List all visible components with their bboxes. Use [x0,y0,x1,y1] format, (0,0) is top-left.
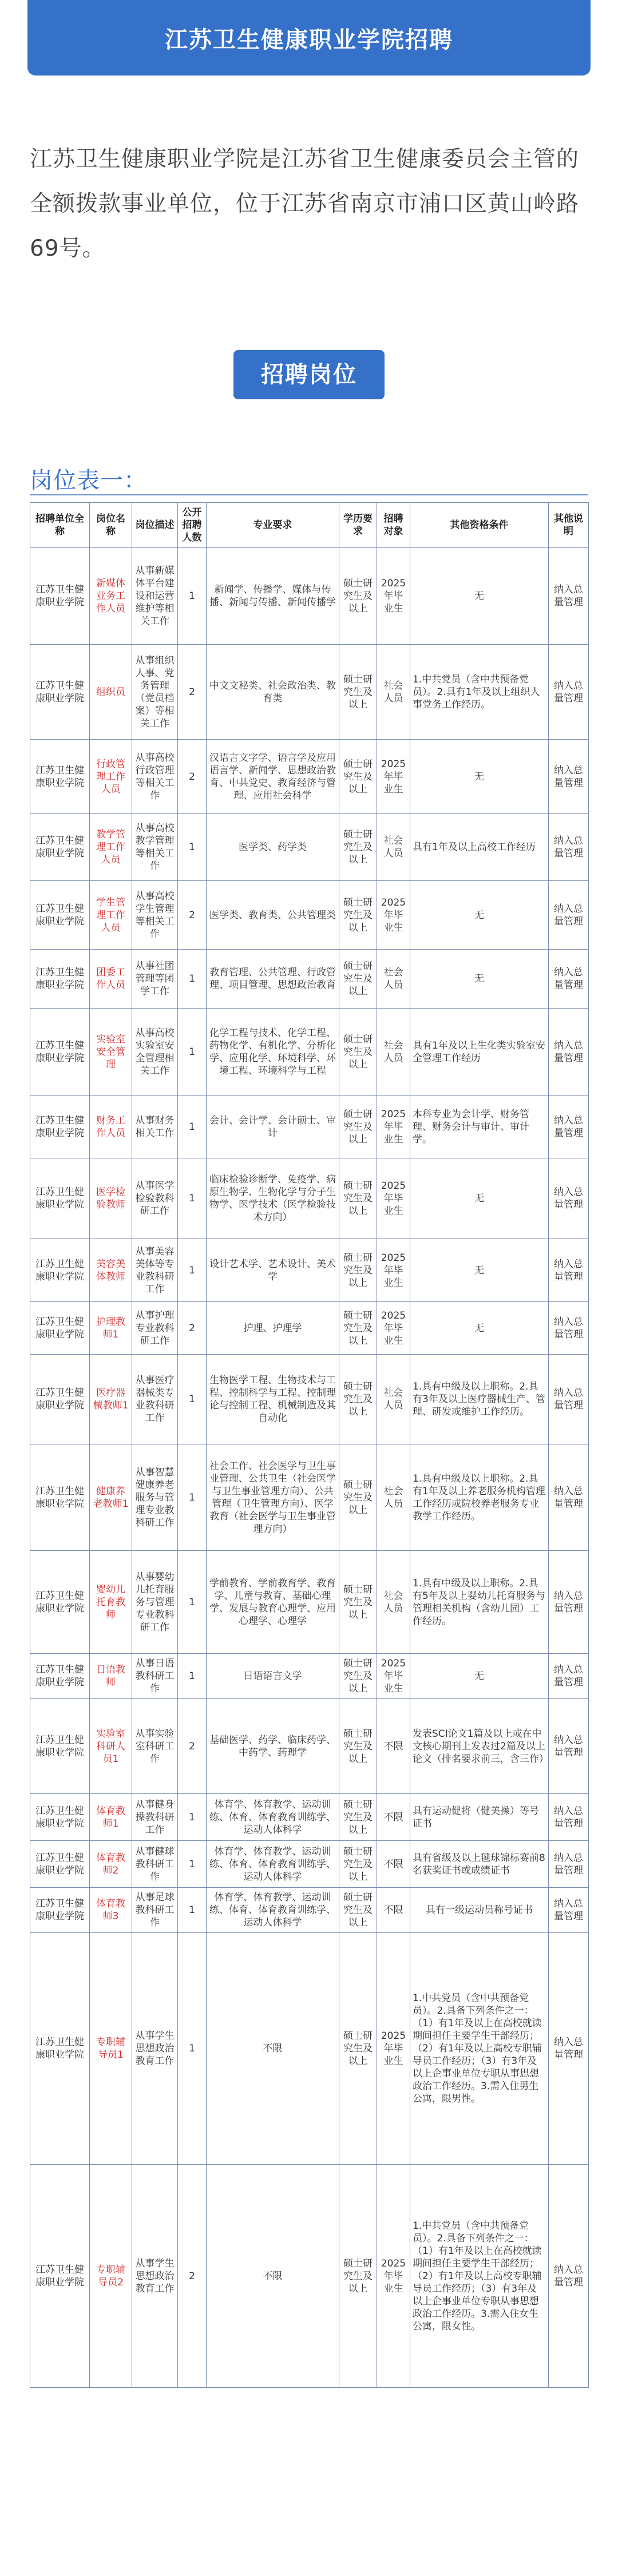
cell-major: 不限 [207,2165,339,2388]
cell-description: 从事新媒体平台建设和运营维护等相关工作 [132,548,178,645]
cell-target: 不限 [377,1888,410,1933]
cell-description: 从事医疗器械类专业教科研工作 [132,1355,178,1444]
cell-target: 2025年毕业生 [377,1933,410,2165]
cell-notes: 纳入总量管理 [549,1794,589,1841]
cell-count: 1 [178,1841,207,1888]
table-title: 岗位表一： [30,467,147,494]
cell-major: 新闻学、传播学、媒体与传播、新闻与传播、新闻传播学 [207,548,339,645]
cell-position: 学生管理工作人员 [90,881,132,950]
cell-position: 医疗器械教师1 [90,1355,132,1444]
cell-notes: 纳入总量管理 [549,881,589,950]
cell-position: 美容美体教师 [90,1239,132,1302]
cell-target: 2025年毕业生 [377,1654,410,1699]
cell-count: 1 [178,1009,207,1096]
cell-notes: 纳入总量管理 [549,1355,589,1444]
col-header-conditions: 其他资格条件 [410,503,549,548]
cell-description: 从事智慧健康养老服务与管理专业教科研工作 [132,1444,178,1551]
cell-unit: 江苏卫生健康职业学院 [30,740,90,814]
cell-target: 社会人员 [377,1444,410,1551]
cell-education: 硕士研究生及以上 [339,881,377,950]
table-row [30,1009,589,1096]
col-header-count: 公开招聘人数 [178,503,207,548]
table-header-row [30,503,589,548]
cell-notes: 纳入总量管理 [549,1699,589,1794]
cell-position: 专职辅导员1 [90,1933,132,2165]
table-row [30,1355,589,1444]
col-header-unit: 招聘单位全称 [30,503,90,548]
cell-education: 硕士研究生及以上 [339,1888,377,1933]
cell-description: 从事足球教科研工作 [132,1888,178,1933]
table-row [30,1551,589,1654]
cell-target: 2025年毕业生 [377,740,410,814]
table-row [30,1096,589,1158]
cell-target: 社会人员 [377,950,410,1009]
table-row [30,1888,589,1933]
cell-description: 从事健球教科研工作 [132,1841,178,1888]
cell-unit: 江苏卫生健康职业学院 [30,645,90,740]
cell-conditions: 无 [410,881,549,950]
cell-position: 新媒体业务工作人员 [90,548,132,645]
cell-notes: 纳入总量管理 [549,740,589,814]
cell-position: 组织员 [90,645,132,740]
cell-conditions: 1.中共党员（含中共预备党员）。2.具备下列条件之一：（1）有1年及以上在高校就读期间担任主要学生干部经历；（2）有1年及以上高校专职辅导员工作经历；（3）有3年及以上企事业单位专职从事思想政治工作经历。3.需入住男生公寓，限男性。 [410,1933,549,2165]
cell-notes: 纳入总量管理 [549,1239,589,1302]
job-table [30,502,589,2388]
cell-major: 护理、护理学 [207,1302,339,1355]
cell-unit: 江苏卫生健康职业学院 [30,1933,90,2165]
cell-major: 教育管理、公共管理、行政管理、项目管理、思想政治教育 [207,950,339,1009]
cell-unit: 江苏卫生健康职业学院 [30,548,90,645]
cell-notes: 纳入总量管理 [549,1654,589,1699]
cell-major: 不限 [207,1933,339,2165]
cell-count: 1 [178,1355,207,1444]
cell-description: 从事医学检验教科研工作 [132,1158,178,1239]
cell-count: 1 [178,950,207,1009]
cell-conditions: 具有1年及以上高校工作经历 [410,814,549,881]
cell-target: 不限 [377,1841,410,1888]
cell-count: 1 [178,1888,207,1933]
cell-position: 实验室科研人员1 [90,1699,132,1794]
cell-unit: 江苏卫生健康职业学院 [30,881,90,950]
cell-notes: 纳入总量管理 [549,1444,589,1551]
cell-unit: 江苏卫生健康职业学院 [30,1654,90,1699]
cell-target: 社会人员 [377,1551,410,1654]
cell-education: 硕士研究生及以上 [339,950,377,1009]
cell-unit: 江苏卫生健康职业学院 [30,2165,90,2388]
cell-count: 1 [178,1551,207,1654]
cell-unit: 江苏卫生健康职业学院 [30,1444,90,1551]
table-row [30,548,589,645]
cell-conditions: 无 [410,950,549,1009]
cell-target: 2025年毕业生 [377,548,410,645]
cell-major: 会计、会计学、会计硕士、审计 [207,1096,339,1158]
cell-conditions: 无 [410,1239,549,1302]
cell-position: 实验室安全管理 [90,1009,132,1096]
cell-major: 日语语言文学 [207,1654,339,1699]
table-row [30,881,589,950]
cell-conditions: 1.中共党员（含中共预备党员）。2.具有1年及以上组织人事党务工作经历。 [410,645,549,740]
cell-count: 1 [178,1158,207,1239]
page-title: 江苏卫生健康职业学院招聘 [165,26,453,53]
table-row [30,1841,589,1888]
cell-target: 社会人员 [377,814,410,881]
cell-education: 硕士研究生及以上 [339,1551,377,1654]
cell-notes: 纳入总量管理 [549,1009,589,1096]
cell-count: 2 [178,2165,207,2388]
header-banner [27,0,591,76]
cell-unit: 江苏卫生健康职业学院 [30,1158,90,1239]
section-heading: 招聘岗位 [233,350,385,399]
cell-conditions: 1.具有中级及以上职称。2.具有5年及以上婴幼儿托育服务与管理相关机构（含幼儿园）工作经历。 [410,1551,549,1654]
cell-education: 硕士研究生及以上 [339,548,377,645]
cell-target: 社会人员 [377,645,410,740]
table-row [30,740,589,814]
job-table-wrap [30,502,588,2388]
table-row [30,1933,589,2165]
table-row [30,950,589,1009]
cell-count: 1 [178,1239,207,1302]
cell-conditions: 具有1年及以上生化类实验室安全管理工作经历 [410,1009,549,1096]
cell-notes: 纳入总量管理 [549,1158,589,1239]
cell-position: 财务工作人员 [90,1096,132,1158]
cell-conditions: 无 [410,740,549,814]
cell-major: 中文文秘类、社会政治类、教育类 [207,645,339,740]
cell-position: 婴幼儿托育教师 [90,1551,132,1654]
cell-notes: 纳入总量管理 [549,950,589,1009]
cell-target: 2025年毕业生 [377,2165,410,2388]
cell-position: 健康养老教师1 [90,1444,132,1551]
cell-unit: 江苏卫生健康职业学院 [30,1551,90,1654]
cell-education: 硕士研究生及以上 [339,1302,377,1355]
cell-major: 社会工作、社会医学与卫生事业管理、公共卫生（社会医学与卫生事业管理方向）、公共管理（卫生管理方向）、医学教育（社会医学与卫生事业管理方向） [207,1444,339,1551]
table-row [30,1302,589,1355]
cell-position: 体育教师3 [90,1888,132,1933]
cell-major: 体育学、体育教学、运动训练、体育、体育教育训练学、运动人体科学 [207,1794,339,1841]
cell-count: 2 [178,1302,207,1355]
cell-unit: 江苏卫生健康职业学院 [30,1794,90,1841]
cell-notes: 纳入总量管理 [549,1096,589,1158]
cell-major: 基础医学、药学、临床药学、中药学、药理学 [207,1699,339,1794]
cell-conditions: 无 [410,548,549,645]
cell-description: 从事组织人事、党务管理（党员档案）等相关工作 [132,645,178,740]
cell-unit: 江苏卫生健康职业学院 [30,1009,90,1096]
cell-notes: 纳入总量管理 [549,1302,589,1355]
cell-conditions: 无 [410,1302,549,1355]
cell-target: 2025年毕业生 [377,1096,410,1158]
cell-conditions: 1.具有中级及以上职称。2.具有3年及以上医疗器械生产、管理、研发或维护工作经历。 [410,1355,549,1444]
cell-target: 社会人员 [377,1355,410,1444]
cell-major: 临床检验诊断学、免疫学、病原生物学、生物化学与分子生物学、医学技术（医学检验技术方向） [207,1158,339,1239]
cell-description: 从事高校行政管理等相关工作 [132,740,178,814]
cell-education: 硕士研究生及以上 [339,2165,377,2388]
cell-position: 行政管理工作人员 [90,740,132,814]
cell-target: 社会人员 [377,1009,410,1096]
cell-description: 从事美容美体等专业教科研工作 [132,1239,178,1302]
cell-conditions: 无 [410,1654,549,1699]
cell-count: 2 [178,1699,207,1794]
cell-conditions: 本科专业为会计学、财务管理、财务会计与审计、审计学。 [410,1096,549,1158]
table-row [30,1794,589,1841]
cell-description: 从事学生思想政治教育工作 [132,1933,178,2165]
cell-description: 从事高校实验室安全管理相关工作 [132,1009,178,1096]
cell-description: 从事高校教学管理等相关工作 [132,814,178,881]
cell-notes: 纳入总量管理 [549,814,589,881]
table-row [30,645,589,740]
cell-description: 从事健身操教科研工作 [132,1794,178,1841]
cell-education: 硕士研究生及以上 [339,1158,377,1239]
cell-description: 从事财务相关工作 [132,1096,178,1158]
cell-position: 团委工作人员 [90,950,132,1009]
cell-count: 1 [178,1444,207,1551]
cell-description: 从事实验室科研工作 [132,1699,178,1794]
cell-target: 2025年毕业生 [377,1158,410,1239]
cell-notes: 纳入总量管理 [549,548,589,645]
cell-conditions: 无 [410,1158,549,1239]
cell-count: 1 [178,814,207,881]
col-header-major: 专业要求 [207,503,339,548]
cell-unit: 江苏卫生健康职业学院 [30,950,90,1009]
cell-count: 2 [178,740,207,814]
cell-conditions: 1.中共党员（含中共预备党员）。2.具备下列条件之一：（1）有1年及以上在高校就读期间担任主要学生干部经历；（2）有1年及以上高校专职辅导员工作经历；（3）有3年及以上企事业单位专职从事思想政治工作经历。3.需入住女生公寓，限女性。 [410,2165,549,2388]
cell-position: 专职辅导员2 [90,2165,132,2388]
cell-conditions: 具有运动健将（健美操）等号证书 [410,1794,549,1841]
cell-education: 硕士研究生及以上 [339,814,377,881]
cell-unit: 江苏卫生健康职业学院 [30,1239,90,1302]
table-row [30,814,589,881]
col-header-description: 岗位描述 [132,503,178,548]
cell-notes: 纳入总量管理 [549,1551,589,1654]
section-heading-wrap [0,350,618,399]
col-header-education: 学历要求 [339,503,377,548]
table-row [30,1444,589,1551]
cell-unit: 江苏卫生健康职业学院 [30,1699,90,1794]
cell-major: 化学工程与技术、化学工程、药物化学、有机化学、分析化学、应用化学、环境科学、环境工程、环境科学与工程 [207,1009,339,1096]
cell-count: 1 [178,548,207,645]
cell-education: 硕士研究生及以上 [339,740,377,814]
cell-major: 设计艺术学、艺术设计、美术学 [207,1239,339,1302]
cell-description: 从事护理专业教科研工作 [132,1302,178,1355]
table-row [30,1699,589,1794]
cell-unit: 江苏卫生健康职业学院 [30,1302,90,1355]
cell-education: 硕士研究生及以上 [339,1794,377,1841]
intro-paragraph: 江苏卫生健康职业学院是江苏省卫生健康委员会主管的全额拨款事业单位，位于江苏省南京市浦口区黄山岭路69号。 [30,146,580,261]
col-header-target: 招聘对象 [377,503,410,548]
cell-education: 硕士研究生及以上 [339,1096,377,1158]
cell-conditions: 具有一级运动员称号证书 [410,1888,549,1933]
table-row [30,1158,589,1239]
cell-notes: 纳入总量管理 [549,2165,589,2388]
cell-target: 2025年毕业生 [377,1239,410,1302]
cell-position: 医学检验教师 [90,1158,132,1239]
cell-education: 硕士研究生及以上 [339,1933,377,2165]
cell-education: 硕士研究生及以上 [339,1355,377,1444]
cell-education: 硕士研究生及以上 [339,1841,377,1888]
cell-unit: 江苏卫生健康职业学院 [30,1841,90,1888]
col-header-notes: 其他说明 [549,503,589,548]
table-row [30,2165,589,2388]
cell-unit: 江苏卫生健康职业学院 [30,1888,90,1933]
cell-description: 从事日语教科研工作 [132,1654,178,1699]
cell-education: 硕士研究生及以上 [339,1009,377,1096]
cell-education: 硕士研究生及以上 [339,1239,377,1302]
cell-position: 体育教师1 [90,1794,132,1841]
cell-conditions: 发表SCI论文1篇及以上或在中文核心期刊上发表过2篇及以上论文（排名要求前三，含三作） [410,1699,549,1794]
cell-conditions: 具有省级及以上毽球锦标赛前8名获奖证书或成绩证书 [410,1841,549,1888]
cell-unit: 江苏卫生健康职业学院 [30,814,90,881]
cell-count: 2 [178,881,207,950]
cell-position: 日语教师 [90,1654,132,1699]
cell-major: 汉语言文字学、语言学及应用语言学、新闻学、思想政治教育、中共党史、教育经济与管理、应用社会科学 [207,740,339,814]
cell-conditions: 1.具有中级及以上职称。2.具有1年及以上养老服务机构管理工作经历或院校养老服务专业教学工作经历。 [410,1444,549,1551]
cell-notes: 纳入总量管理 [549,1888,589,1933]
cell-count: 2 [178,645,207,740]
cell-count: 1 [178,1933,207,2165]
cell-position: 护理教师1 [90,1302,132,1355]
cell-education: 硕士研究生及以上 [339,1654,377,1699]
cell-description: 从事高校学生管理等相关工作 [132,881,178,950]
cell-major: 学前教育、学前教育学、教育学、儿童与教育、基础心理学、发展与教育心理学、应用心理学、心理学 [207,1551,339,1654]
cell-major: 生物医学工程、生物技术与工程、控制科学与工程、控制理论与控制工程、机械制造及其自动化 [207,1355,339,1444]
cell-description: 从事婴幼儿托育服务与管理专业教科研工作 [132,1551,178,1654]
cell-count: 1 [178,1654,207,1699]
cell-position: 体育教师2 [90,1841,132,1888]
cell-count: 1 [178,1794,207,1841]
header-bar [27,0,591,76]
cell-position: 教学管理工作人员 [90,814,132,881]
cell-target: 不限 [377,1699,410,1794]
cell-description: 从事学生思想政治教育工作 [132,2165,178,2388]
cell-education: 硕士研究生及以上 [339,1699,377,1794]
cell-education: 硕士研究生及以上 [339,1444,377,1551]
cell-major: 体育学、体育教学、运动训练、体育、体育教育训练学、运动人体科学 [207,1841,339,1888]
cell-major: 医学类、教育类、公共管理类 [207,881,339,950]
cell-notes: 纳入总量管理 [549,1841,589,1888]
cell-count: 1 [178,1096,207,1158]
table-row [30,1239,589,1302]
cell-notes: 纳入总量管理 [549,1933,589,2165]
col-header-position: 岗位名称 [90,503,132,548]
table-title-divider [30,494,588,495]
cell-unit: 江苏卫生健康职业学院 [30,1355,90,1444]
cell-major: 体育学、体育教学、运动训练、体育、体育教育训练学、运动人体科学 [207,1888,339,1933]
cell-target: 2025年毕业生 [377,1302,410,1355]
cell-target: 不限 [377,1794,410,1841]
cell-major: 医学类、药学类 [207,814,339,881]
table-row [30,1654,589,1699]
cell-notes: 纳入总量管理 [549,645,589,740]
cell-target: 2025年毕业生 [377,881,410,950]
cell-unit: 江苏卫生健康职业学院 [30,1096,90,1158]
cell-description: 从事社团管理等团学工作 [132,950,178,1009]
cell-education: 硕士研究生及以上 [339,645,377,740]
